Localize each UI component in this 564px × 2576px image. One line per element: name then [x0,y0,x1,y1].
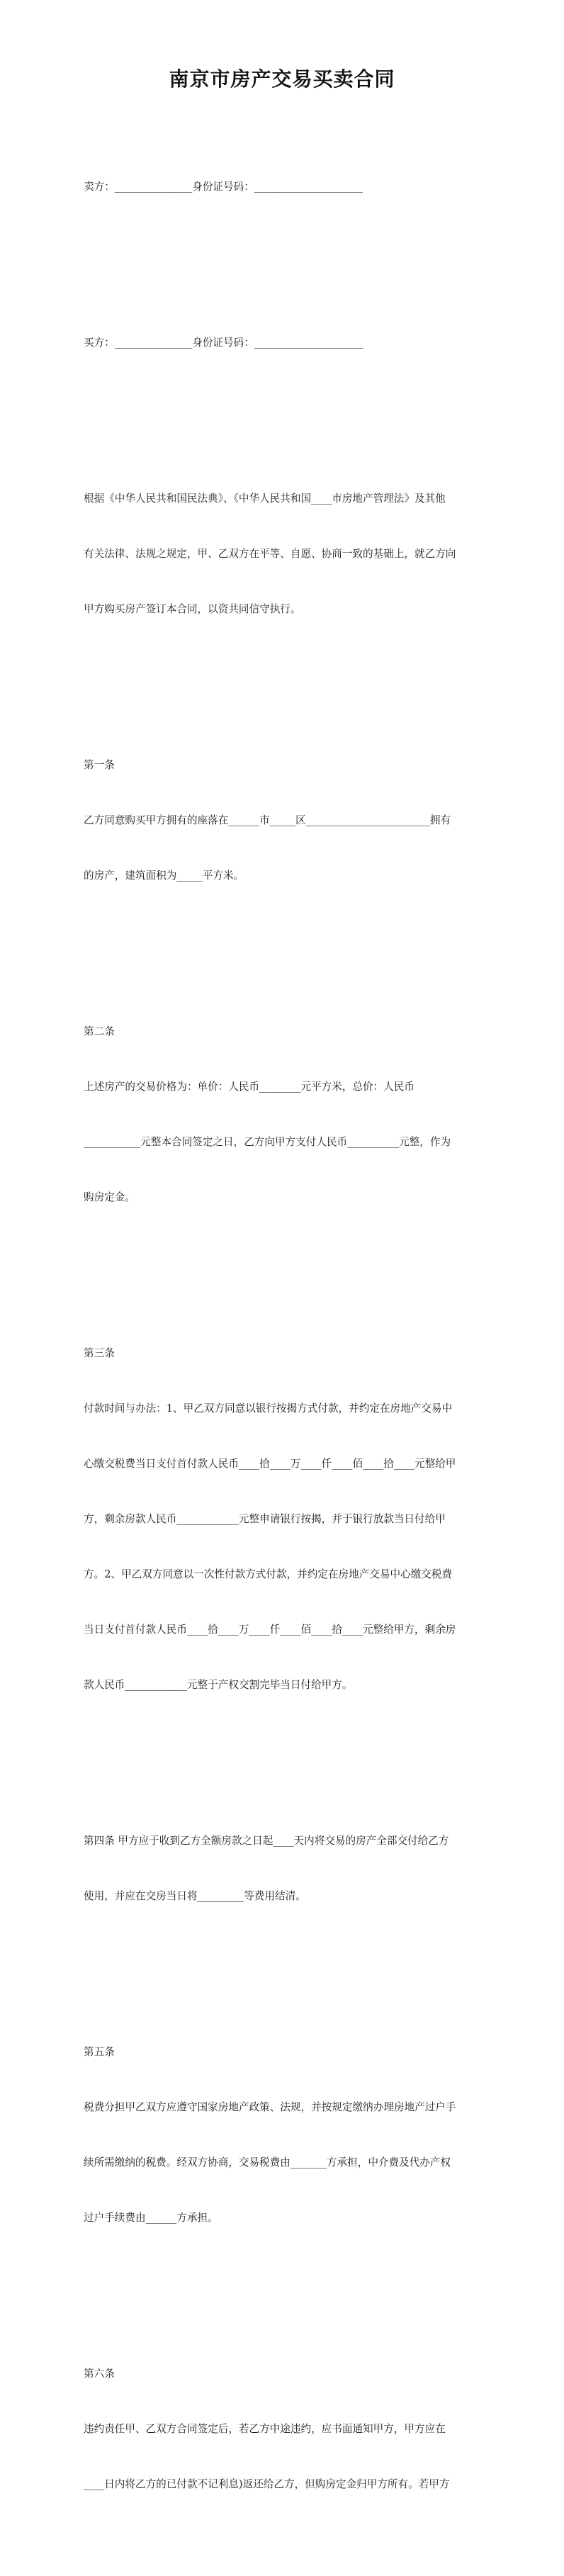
intro-line: 甲方购买房产签订本合同，以资共同信守执行。 [84,603,301,615]
article-1-line: 乙方同意购买甲方拥有的座落在______市_____区________________________拥有 [84,814,451,826]
article-5-heading: 第五条 [84,2046,115,2058]
buyer-line-block [84,297,487,389]
article-6 [84,2328,487,2531]
article-4-line: 使用，并应在交房当日将_________等费用结清。 [84,1890,306,1902]
article-2-heading: 第二条 [84,1025,115,1037]
article-4-line: 第四条 甲方应于收到乙方全额房款之日起____天内将交易的房产全部交付给乙方 [84,1835,449,1847]
article-2-line: ___________元整本合同签定之日，乙方向甲方支付人民币__________元整，作为 [84,1136,451,1148]
article-5-line: 续所需缴纳的税费。经双方协商，交易税费由_______方承担，中介费及代办产权 [84,2156,451,2169]
article-6-line: 违约责任甲、乙双方合同签定后，若乙方中途违约，应书面通知甲方，甲方应在 [84,2423,446,2435]
article-4 [84,1795,487,1942]
buyer-line: 买方：_______________身份证号码：_____________________ [84,337,363,349]
article-5-line: 税费分担甲乙双方应遵守国家房地产政策、法规，并按规定缴纳办理房地产过户手 [84,2101,456,2113]
seller-line-block [84,141,487,233]
intro-line: 有关法律、法规之规定，甲、乙双方在平等、自愿、协商一致的基础上，就乙方向 [84,548,456,560]
article-2-line: 上述房产的交易价格为：单价：人民币________元平方米，总价：人民币 [84,1081,415,1093]
article-1 [84,719,487,922]
article-2 [84,986,487,1244]
article-3-line: 心缴交税费当日支付首付款人民币____拾____万____仟____佰____拾____元整给甲 [84,1458,456,1470]
article-3-line: 方，剩余房款人民币____________元整申请银行按揭，并于银行放款当日付给甲 [84,1513,446,1525]
intro-line: 根据《中华人民共和国民法典》、《中华人民共和国____市房地产管理法》及其他 [84,493,446,505]
article-5 [84,2006,487,2264]
article-5-line: 过户手续费由______方承担。 [84,2212,218,2224]
article-1-line: 的房产，建筑面积为_____平方米。 [84,870,244,882]
article-6-line: ____日内将乙方的已付款不记利息)返还给乙方，但购房定金归甲方所有。若甲方 [84,2478,450,2490]
article-2-line: 购房定金。 [84,1191,135,1203]
article-6-heading: 第六条 [84,2368,115,2380]
article-3-line: 当日支付首付款人民币____拾____万____仟____佰____拾____元整给甲方，剩余房 [84,1624,456,1636]
article-3-heading: 第三条 [84,1347,115,1359]
document-title: 南京市房产交易买卖合同 [169,67,395,91]
article-1-heading: 第一条 [84,759,115,771]
intro-paragraph [84,453,487,656]
article-3 [84,1307,487,1731]
article-3-line: 款人民币____________元整于产权交割完毕当日付给甲方。 [84,1679,353,1691]
seller-line: 卖方：_______________身份证号码：_____________________ [84,181,363,193]
document-body [84,104,487,2576]
article-3-line: 方。2、甲乙双方同意以一次性付款方式付款，并约定在房地产交易中心缴交税费 [84,1568,453,1580]
article-3-line: 付款时间与办法：1、甲乙双方同意以银行按揭方式付款，并约定在房地产交易中 [84,1402,453,1414]
